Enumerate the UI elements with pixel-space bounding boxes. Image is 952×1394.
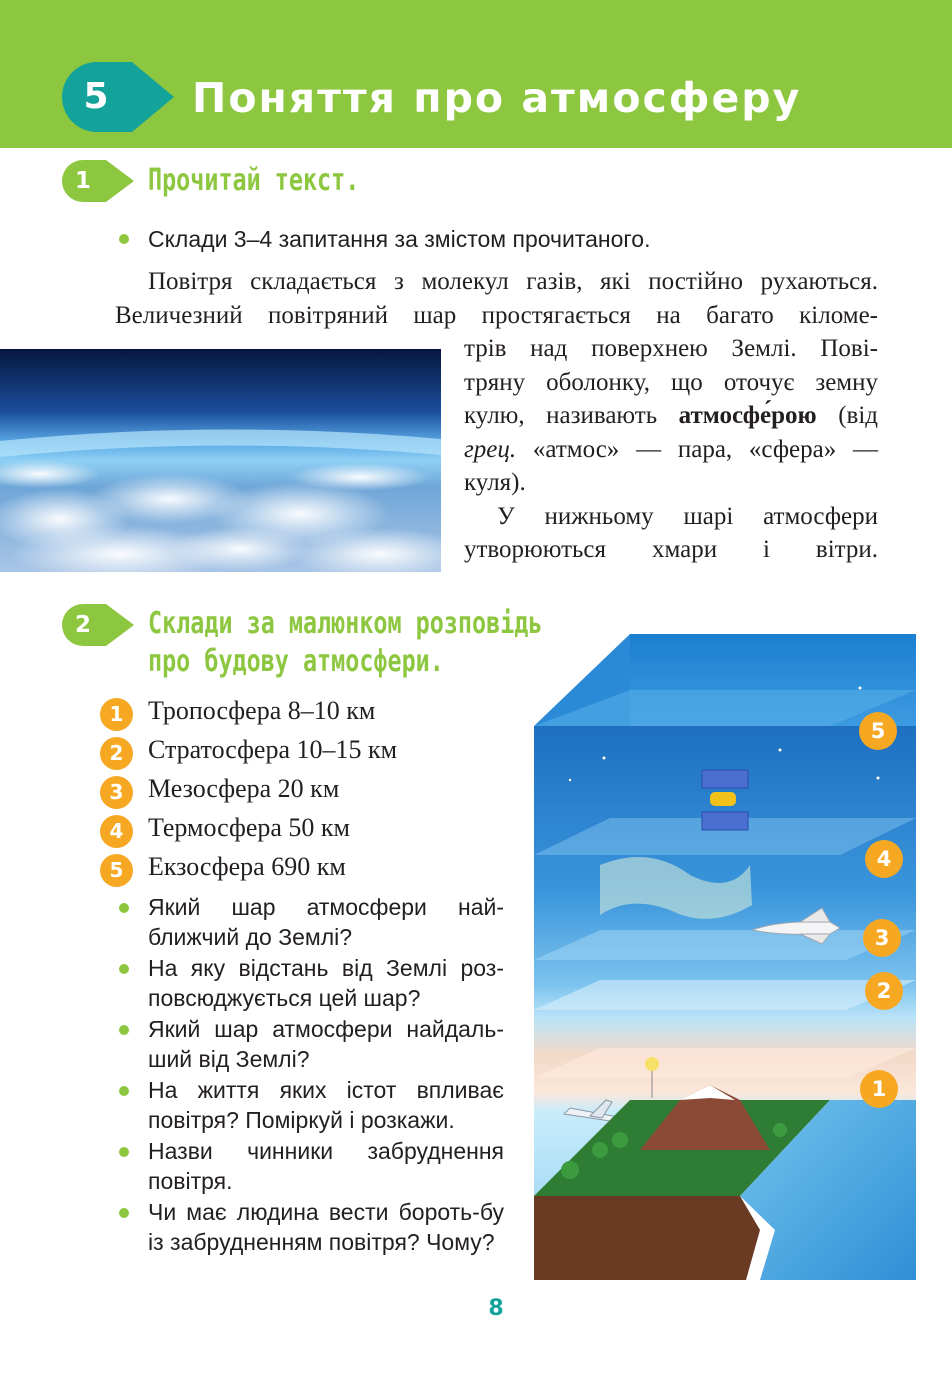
task-1-title: Прочитай текст. <box>148 163 360 198</box>
diagram-label-2: 2 <box>865 972 903 1010</box>
text-fragment: кулю, називають <box>464 402 679 429</box>
paragraph-wrap <box>464 332 878 567</box>
task-2-title-line-1: Склади за малюнком розповідь <box>148 606 543 641</box>
task-1-instruction: Склади 3–4 запитання за змістом прочитаного. <box>148 226 651 252</box>
layer-label: Тропосфера 8–10 км <box>148 696 376 725</box>
question-item <box>112 1076 504 1135</box>
text-line: тряну оболонку, що оточує земну <box>464 368 878 396</box>
question-item <box>112 1015 504 1074</box>
layer-label: Мезосфера 20 км <box>148 774 340 803</box>
atmosphere-layers-diagram <box>530 630 922 1285</box>
bullet-dot <box>119 903 129 913</box>
text-line <box>464 399 878 433</box>
star <box>603 757 606 760</box>
question-text: Чи має людина вести бороть-бу із забрудненням повітря? Чому? <box>148 1199 504 1255</box>
bullet-dot <box>119 1025 129 1035</box>
question-text: Назви чинники забруднення повітря. <box>148 1138 504 1194</box>
question-item <box>112 954 504 1013</box>
diagram-label-4: 4 <box>865 840 903 878</box>
bullet-dot <box>119 964 129 974</box>
question-item <box>112 893 504 952</box>
star <box>569 779 571 781</box>
question-item <box>112 1198 504 1257</box>
layer-number: 4 <box>100 815 133 848</box>
text-line: Повітря складається з молекул газів, які постійно рухаються. <box>148 268 878 295</box>
text-line: трів над поверхнею Землі. Пові- <box>464 335 878 362</box>
earth-atmosphere-photo <box>0 349 441 572</box>
tree <box>592 1142 608 1158</box>
layer-label: Екзосфера 690 км <box>148 852 346 881</box>
text-fragment: (від <box>816 402 879 429</box>
layer-number: 2 <box>100 737 133 770</box>
paragraph-line <box>115 265 878 332</box>
diagram-label-3: 3 <box>863 919 901 957</box>
text-fragment: «атмос» — пара, «сфера» — <box>516 435 878 463</box>
task-2-number: 2 <box>74 612 91 638</box>
tree <box>561 1161 579 1179</box>
abbreviation-greek: грец. <box>464 435 517 463</box>
task-1-number: 1 <box>74 168 91 194</box>
bullet-dot <box>119 1208 129 1218</box>
bullet-dot <box>119 1147 129 1157</box>
bullet-dot <box>119 1086 129 1096</box>
diagram-label-5: 5 <box>859 712 897 750</box>
star <box>779 749 782 752</box>
star <box>859 687 862 690</box>
layer-number: 1 <box>100 698 133 731</box>
lesson-number: 5 <box>83 76 109 117</box>
layer-label: Термосфера 50 км <box>148 813 351 842</box>
question-item <box>112 1137 504 1196</box>
tree <box>773 1123 787 1137</box>
page-number: 8 <box>488 1296 504 1321</box>
question-list <box>112 893 504 1259</box>
tree <box>612 1132 628 1148</box>
soil-layer <box>534 1196 760 1280</box>
text-line: Величезний повітряний шар простягається на багато кіломе- <box>115 301 878 329</box>
question-text: На яку відстань від Землі роз-повсюджується цей шар? <box>148 955 504 1011</box>
bullet-dot <box>119 234 129 244</box>
lesson-title: Поняття про атмосферу <box>192 74 802 122</box>
task-2-title-line-2: про будову атмосфери. <box>148 644 444 679</box>
star <box>877 777 880 780</box>
layer-number: 5 <box>100 854 133 887</box>
text-line: У нижньому шарі атмосфери <box>497 502 878 530</box>
text-line: утворюються хмари і вітри. <box>464 536 878 563</box>
term-atmosphere: атмосфе́рою <box>678 402 817 429</box>
text-line <box>464 433 878 467</box>
layer-number: 3 <box>100 776 133 809</box>
question-text: Який шар атмосфери най-ближчий до Землі? <box>148 894 504 950</box>
question-text: Який шар атмосфери найдаль-ший від Землі? <box>148 1016 504 1072</box>
question-text: На життя яких істот впливає повітря? Поміркуй і розкажи. <box>148 1077 504 1133</box>
diagram-label-1: 1 <box>860 1070 898 1108</box>
layer-label: Стратосфера 10–15 км <box>148 735 398 764</box>
text-line: куля). <box>464 469 526 496</box>
